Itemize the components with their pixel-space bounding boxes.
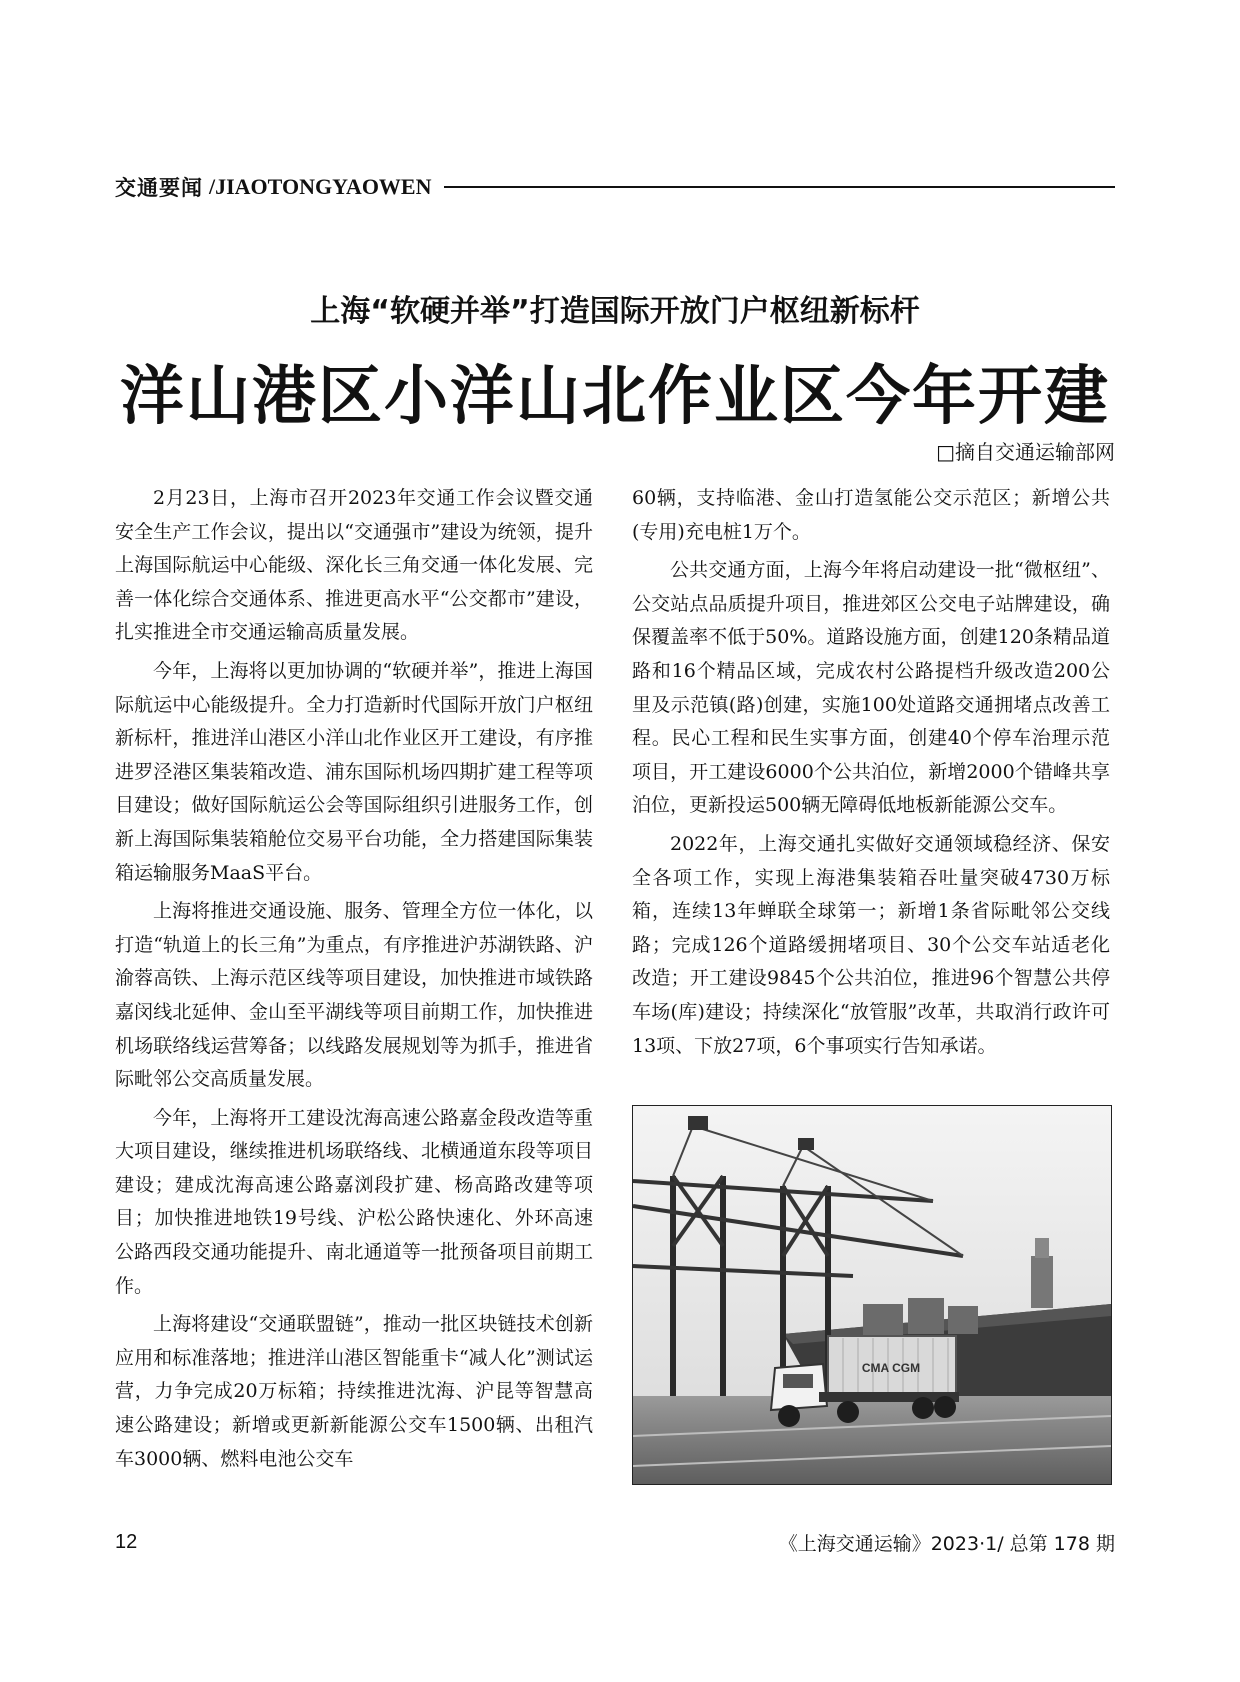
section-name-en: /JIAOTONGYAOWEN bbox=[209, 174, 432, 199]
paragraph: 2022年，上海交通扎实做好交通领域稳经济、保安全各项工作，实现上海港集装箱吞吐量突破4730万标箱，连续13年蝉联全球第一；新增1条省际毗邻公交线路；完成126个道路缓拥堵项目、30个公交车站适老化改造；开工建设9845个公共泊位，推进96个智慧公共停车场(库)建设；持续深化“放管服”改革，共取消行政许可13项、下放27项，6个事项实行告知承诺。 bbox=[632, 832, 1110, 1057]
paragraph: 2月23日，上海市召开2023年交通工作会议暨交通安全生产工作会议，提出以“交通强市”建设为统领，提升上海国际航运中心能级、深化长三角交通一体化发展、完善一体化综合交通体系、推进更高水平“公交都市”建设，扎实推进全市交通运输高质量发展。 bbox=[115, 487, 593, 644]
container-logo-text: CMA CGM bbox=[861, 1361, 921, 1375]
section-name-cn: 交通要闻 bbox=[115, 176, 203, 200]
paragraph: 上海将推进交通设施、服务、管理全方位一体化，以打造“轨道上的长三角”为重点，有序推进沪苏湖铁路、沪渝蓉高铁、上海示范区线等项目建设，加快推进市域铁路嘉闵线北延伸、金山至平湖线等项目前期工作，加快推进机场联络线运营筹备；以线路发展规划等为抓手，推进省际毗邻公交高质量发展。 bbox=[115, 900, 593, 1091]
paragraph: 今年，上海将开工建设沈海高速公路嘉金段改造等重大项目建设，继续推进机场联络线、北横通道东段等项目建设；建成沈海高速公路嘉浏段扩建、杨高路改建等项目；加快推进地铁19号线、沪松公路快速化、外环高速公路西段交通功能提升、南北通道等一批预备项目前期工作。 bbox=[115, 1106, 593, 1297]
paragraph: 公共交通方面，上海今年将启动建设一批“微枢纽”、公交站点品质提升项目，推进郊区公交电子站牌建设，确保覆盖率不低于50%。道路设施方面，创建120条精品道路和16个精品区域，完成农村公路提档升级改造200公里及示范镇(路)创建，实施100处道路交通拥堵点改善工程。民心工程和民生实事方面，创建40个停车治理示范项目，开工建设6000个公共泊位，新增2000个错峰共享泊位，更新投运500辆无障碍低地板新能源公交车。 bbox=[632, 559, 1110, 817]
article-subtitle: 上海“软硬并举”打造国际开放门户枢纽新标杆 bbox=[310, 294, 920, 329]
port-container-truck-photo-icon bbox=[633, 1106, 1111, 1484]
article-title: 洋山港区小洋山北作业区今年开建 bbox=[120, 359, 1110, 434]
page-number: 12 bbox=[115, 1531, 138, 1553]
right-column bbox=[632, 482, 1110, 1068]
paragraph: 60辆，支持临港、金山打造氢能公交示范区；新增公共(专用)充电桩1万个。 bbox=[632, 487, 1110, 543]
article-source: □摘自交通运输部网 bbox=[936, 440, 1115, 464]
journal-issue: 《上海交通运输》2023·1/ 总第 178 期 bbox=[778, 1533, 1115, 1555]
header-rule bbox=[444, 186, 1116, 188]
port-photo bbox=[632, 1105, 1112, 1485]
section-header bbox=[115, 172, 1115, 202]
paragraph: 今年，上海将以更加协调的“软硬并举”，推进上海国际航运中心能级提升。全力打造新时代国际开放门户枢纽新标杆，推进洋山港区小洋山北作业区开工建设，有序推进罗泾港区集装箱改造、浦东国际机场四期扩建工程等项目建设；做好国际航运公会等国际组织引进服务工作，创新上海国际集装箱舱位交易平台功能，全力搭建国际集装箱运输服务MaaS平台。 bbox=[115, 659, 593, 884]
left-column bbox=[115, 482, 593, 1481]
paragraph: 上海将建设“交通联盟链”，推动一批区块链技术创新应用和标准落地；推进洋山港区智能重卡“减人化”测试运营，力争完成20万标箱；持续推进沈海、沪昆等智慧高速公路建设；新增或更新新能源公交车1500辆、出租汽车3000辆、燃料电池公交车 bbox=[115, 1313, 593, 1470]
